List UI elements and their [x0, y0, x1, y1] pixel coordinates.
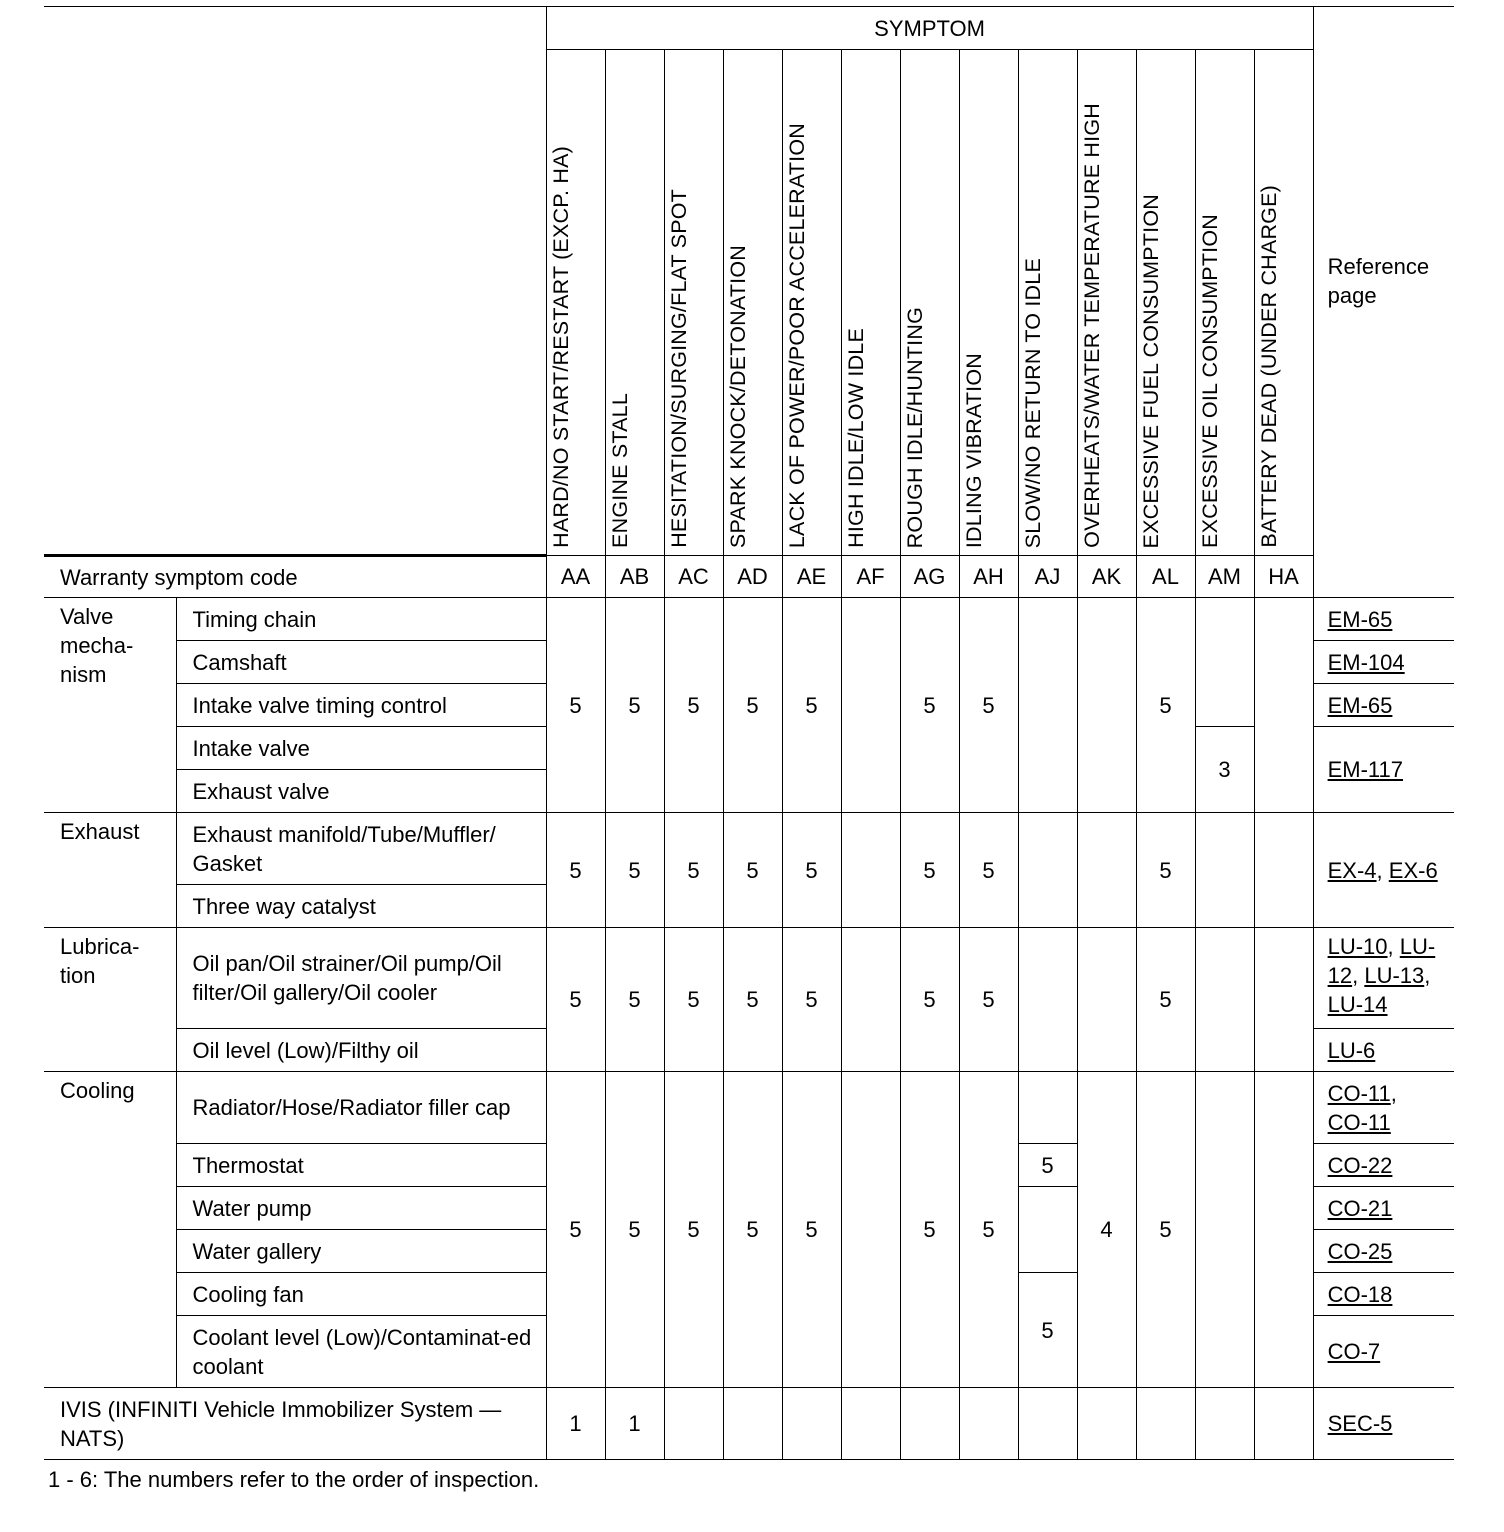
symptom-code: AD: [723, 556, 782, 598]
value-cell: 5: [782, 928, 841, 1072]
value-cell: 5: [664, 928, 723, 1072]
part-label: Coolant level (Low)/Contaminat-ed coolant: [176, 1316, 546, 1388]
warranty-label: Warranty symptom code: [44, 556, 546, 598]
part-label: Oil pan/Oil strainer/Oil pump/Oil filter/Oil gallery/Oil cooler: [176, 928, 546, 1029]
symptom-header: HIGH IDLE/LOW IDLE: [841, 50, 900, 556]
value-cell: 5: [900, 598, 959, 813]
value-cell: 5: [900, 813, 959, 928]
part-label: Cooling fan: [176, 1273, 546, 1316]
value-cell: 5: [1136, 813, 1195, 928]
value-cell: 4: [1077, 1072, 1136, 1388]
value-cell: [1018, 1187, 1077, 1273]
symptom-header: EXCESSIVE FUEL CONSUMPTION: [1136, 50, 1195, 556]
symptom-code: AF: [841, 556, 900, 598]
value-cell: [1077, 813, 1136, 928]
value-cell: [1077, 1388, 1136, 1460]
symptom-code: AL: [1136, 556, 1195, 598]
value-cell: 5: [605, 598, 664, 813]
value-cell: [1018, 598, 1077, 813]
value-cell: [1077, 928, 1136, 1072]
value-cell: [841, 813, 900, 928]
reference-blank: [1313, 556, 1454, 598]
symptom-header: OVERHEATS/WATER TEMPERATURE HIGH: [1077, 50, 1136, 556]
value-cell: 5: [900, 928, 959, 1072]
part-label: Radiator/Hose/Radiator filler cap: [176, 1072, 546, 1144]
value-cell: 5: [782, 598, 841, 813]
part-label: Exhaust manifold/Tube/Muffler/ Gasket: [176, 813, 546, 885]
value-cell: [1018, 813, 1077, 928]
value-cell: [959, 1388, 1018, 1460]
value-cell: 5: [1136, 928, 1195, 1072]
reference-link[interactable]: CO-7: [1313, 1316, 1454, 1388]
part-label: Water pump: [176, 1187, 546, 1230]
reference-page-header: Reference page: [1313, 7, 1454, 556]
value-cell: [1195, 813, 1254, 928]
value-cell: 5: [1018, 1273, 1077, 1388]
symptom-code: HA: [1254, 556, 1313, 598]
symptom-code: AB: [605, 556, 664, 598]
symptom-header: BATTERY DEAD (UNDER CHARGE): [1254, 50, 1313, 556]
symptom-code: AK: [1077, 556, 1136, 598]
value-cell: 5: [782, 813, 841, 928]
value-cell: [841, 928, 900, 1072]
symptom-header: HARD/NO START/RESTART (EXCP. HA): [546, 50, 605, 556]
reference-link[interactable]: EM-65: [1313, 684, 1454, 727]
value-cell: 5: [900, 1072, 959, 1388]
value-cell: 5: [605, 813, 664, 928]
value-cell: 5: [959, 813, 1018, 928]
value-cell: 5: [1018, 1144, 1077, 1187]
value-cell: [1254, 598, 1313, 813]
value-cell: [1254, 928, 1313, 1072]
group-label: Lubrica-tion: [44, 928, 176, 1072]
part-label: Three way catalyst: [176, 885, 546, 928]
value-cell: [1077, 598, 1136, 813]
value-cell: [841, 598, 900, 813]
reference-link[interactable]: LU-6: [1313, 1029, 1454, 1072]
symptom-code: AG: [900, 556, 959, 598]
value-cell: [1254, 1072, 1313, 1388]
value-cell: 5: [1136, 1072, 1195, 1388]
reference-link[interactable]: CO-11, CO-11: [1313, 1072, 1454, 1144]
value-cell: 5: [723, 1072, 782, 1388]
symptom-code: AH: [959, 556, 1018, 598]
value-cell: 5: [959, 928, 1018, 1072]
symptom-code: AM: [1195, 556, 1254, 598]
value-cell: [1254, 1388, 1313, 1460]
header-blank: [44, 7, 546, 556]
value-cell: 5: [723, 813, 782, 928]
reference-link[interactable]: CO-25: [1313, 1230, 1454, 1273]
value-cell: 5: [664, 1072, 723, 1388]
symptom-header: SLOW/NO RETURN TO IDLE: [1018, 50, 1077, 556]
value-cell: [841, 1072, 900, 1388]
part-label: Intake valve timing control: [176, 684, 546, 727]
reference-link[interactable]: EM-117: [1313, 727, 1454, 813]
reference-link[interactable]: SEC-5: [1313, 1388, 1454, 1460]
value-cell: [1018, 928, 1077, 1072]
group-label: Cooling: [44, 1072, 176, 1388]
reference-link[interactable]: CO-18: [1313, 1273, 1454, 1316]
value-cell: 5: [546, 928, 605, 1072]
value-cell: 5: [782, 1072, 841, 1388]
group-label: Valve mecha-nism: [44, 598, 176, 813]
part-label: Camshaft: [176, 641, 546, 684]
value-cell: [1195, 598, 1254, 727]
value-cell: 5: [723, 928, 782, 1072]
value-cell: 5: [546, 598, 605, 813]
value-cell: [1018, 1072, 1077, 1144]
reference-link[interactable]: EM-104: [1313, 641, 1454, 684]
part-label: Intake valve: [176, 727, 546, 770]
value-cell: [1195, 1388, 1254, 1460]
reference-link[interactable]: LU-10, LU-12, LU-13, LU-14: [1313, 928, 1454, 1029]
reference-link[interactable]: CO-21: [1313, 1187, 1454, 1230]
value-cell: 5: [605, 1072, 664, 1388]
symptom-title: SYMPTOM: [546, 7, 1313, 50]
symptom-header: LACK OF POWER/POOR ACCELERATION: [782, 50, 841, 556]
value-cell: 5: [605, 928, 664, 1072]
value-cell: 5: [546, 1072, 605, 1388]
symptom-code: AE: [782, 556, 841, 598]
symptom-header: ENGINE STALL: [605, 50, 664, 556]
value-cell: [900, 1388, 959, 1460]
part-label: Thermostat: [176, 1144, 546, 1187]
value-cell: [841, 1388, 900, 1460]
symptom-header: EXCESSIVE OIL CONSUMPTION: [1195, 50, 1254, 556]
value-cell: 5: [664, 598, 723, 813]
value-cell: [1136, 1388, 1195, 1460]
value-cell: 5: [723, 598, 782, 813]
value-cell: 5: [546, 813, 605, 928]
value-cell: 5: [959, 598, 1018, 813]
symptom-code: AC: [664, 556, 723, 598]
symptom-header: ROUGH IDLE/HUNTING: [900, 50, 959, 556]
part-label: Water gallery: [176, 1230, 546, 1273]
symptom-header: SPARK KNOCK/DETONATION: [723, 50, 782, 556]
value-cell: [723, 1388, 782, 1460]
value-cell: 1: [546, 1388, 605, 1460]
part-label: Exhaust valve: [176, 770, 546, 813]
symptom-header: IDLING VIBRATION: [959, 50, 1018, 556]
reference-link[interactable]: CO-22: [1313, 1144, 1454, 1187]
value-cell: [1195, 928, 1254, 1072]
part-label: Timing chain: [176, 598, 546, 641]
symptom-code: AA: [546, 556, 605, 598]
value-cell: [1254, 813, 1313, 928]
footnote: 1 - 6: The numbers refer to the order of inspection.: [48, 1467, 540, 1492]
symptom-header: HESITATION/SURGING/FLAT SPOT: [664, 50, 723, 556]
value-cell: 5: [959, 1072, 1018, 1388]
symptom-code: AJ: [1018, 556, 1077, 598]
reference-link[interactable]: EX-4, EX-6: [1313, 813, 1454, 928]
value-cell: [664, 1388, 723, 1460]
group-label: Exhaust: [44, 813, 176, 928]
value-cell: 5: [1136, 598, 1195, 813]
value-cell: 1: [605, 1388, 664, 1460]
reference-link[interactable]: EM-65: [1313, 598, 1454, 641]
ivis-label: IVIS (INFINITI Vehicle Immobilizer System — NATS): [44, 1388, 546, 1460]
value-cell: [782, 1388, 841, 1460]
symptom-table: [44, 6, 1454, 1460]
value-cell: 5: [664, 813, 723, 928]
value-cell: 3: [1195, 727, 1254, 813]
value-cell: [1195, 1072, 1254, 1388]
value-cell: [1018, 1388, 1077, 1460]
part-label: Oil level (Low)/Filthy oil: [176, 1029, 546, 1072]
